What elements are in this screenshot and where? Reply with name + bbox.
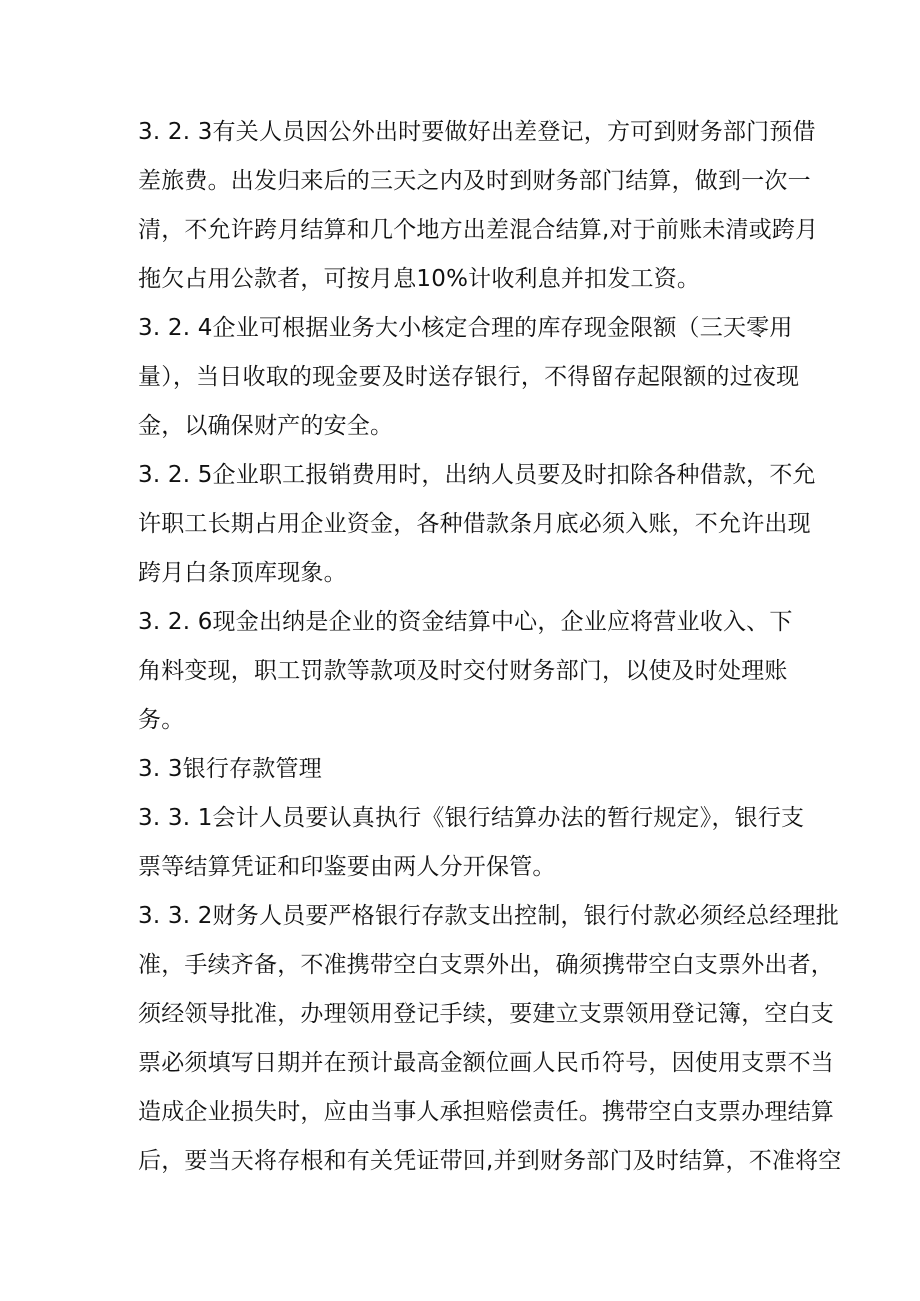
text-line: 许职工长期占用企业资金，各种借款条月底必须入账，不允许出现 — [138, 511, 811, 537]
document-body — [138, 108, 842, 1186]
text-line: 准，手续齐备，不准携带空白支票外出，确须携带空白支票外出者， — [138, 952, 834, 978]
text-line: 跨月白条顶库现象。 — [138, 560, 347, 586]
text-line: 3. 2. 4企业可根据业务大小核定合理的库存现金限额（三天零用 — [138, 315, 793, 341]
text-line: 角料变现，职工罚款等款项及时交付财务部门，以使及时处理账 — [138, 658, 788, 684]
text-line: 量），当日收取的现金要及时送存银行，不得留存起限额的过夜现 — [138, 364, 800, 390]
text-line: 票等结算凭证和印鉴要由两人分开保管。 — [138, 854, 556, 880]
text-line: 3. 2. 6现金出纳是企业的资金结算中心，企业应将营业收入、下 — [138, 609, 793, 635]
text-line: 3. 3. 1会计人员要认真执行《银行结算办法的暂行规定》，银行支 — [138, 805, 805, 831]
text-line: 金，以确保财产的安全。 — [138, 413, 394, 439]
text-line: 后，要当天将存根和有关凭证带回,并到财务部门及时结算，不准将空 — [138, 1148, 842, 1174]
text-line: 造成企业损失时，应由当事人承担赔偿责任。携带空白支票办理结算 — [138, 1099, 834, 1125]
text-line: 3. 2. 5企业职工报销费用时，出纳人员要及时扣除各种借款，不允 — [138, 462, 816, 488]
text-line: 清，不允许跨月结算和几个地方出差混合结算,对于前账未清或跨月 — [138, 217, 819, 243]
text-line: 差旅费。出发归来后的三天之内及时到财务部门结算，做到一次一 — [138, 168, 811, 194]
text-line: 拖欠占用公款者，可按月息10%计收利息并扣发工资。 — [138, 266, 701, 292]
text-line: 票必须填写日期并在预计最高金额位画人民币符号，因使用支票不当 — [138, 1050, 834, 1076]
text-line: 3. 2. 3有关人员因公外出时要做好出差登记，方可到财务部门预借 — [138, 119, 816, 145]
text-line: 3. 3. 2财务人员要严格银行存款支出控制，银行付款必须经总经理批 — [138, 903, 839, 929]
text-line: 须经领导批准，办理领用登记手续，要建立支票领用登记簿，空白支 — [138, 1001, 834, 1027]
section-heading: 3. 3银行存款管理 — [138, 756, 322, 782]
text-line: 务。 — [138, 707, 185, 733]
